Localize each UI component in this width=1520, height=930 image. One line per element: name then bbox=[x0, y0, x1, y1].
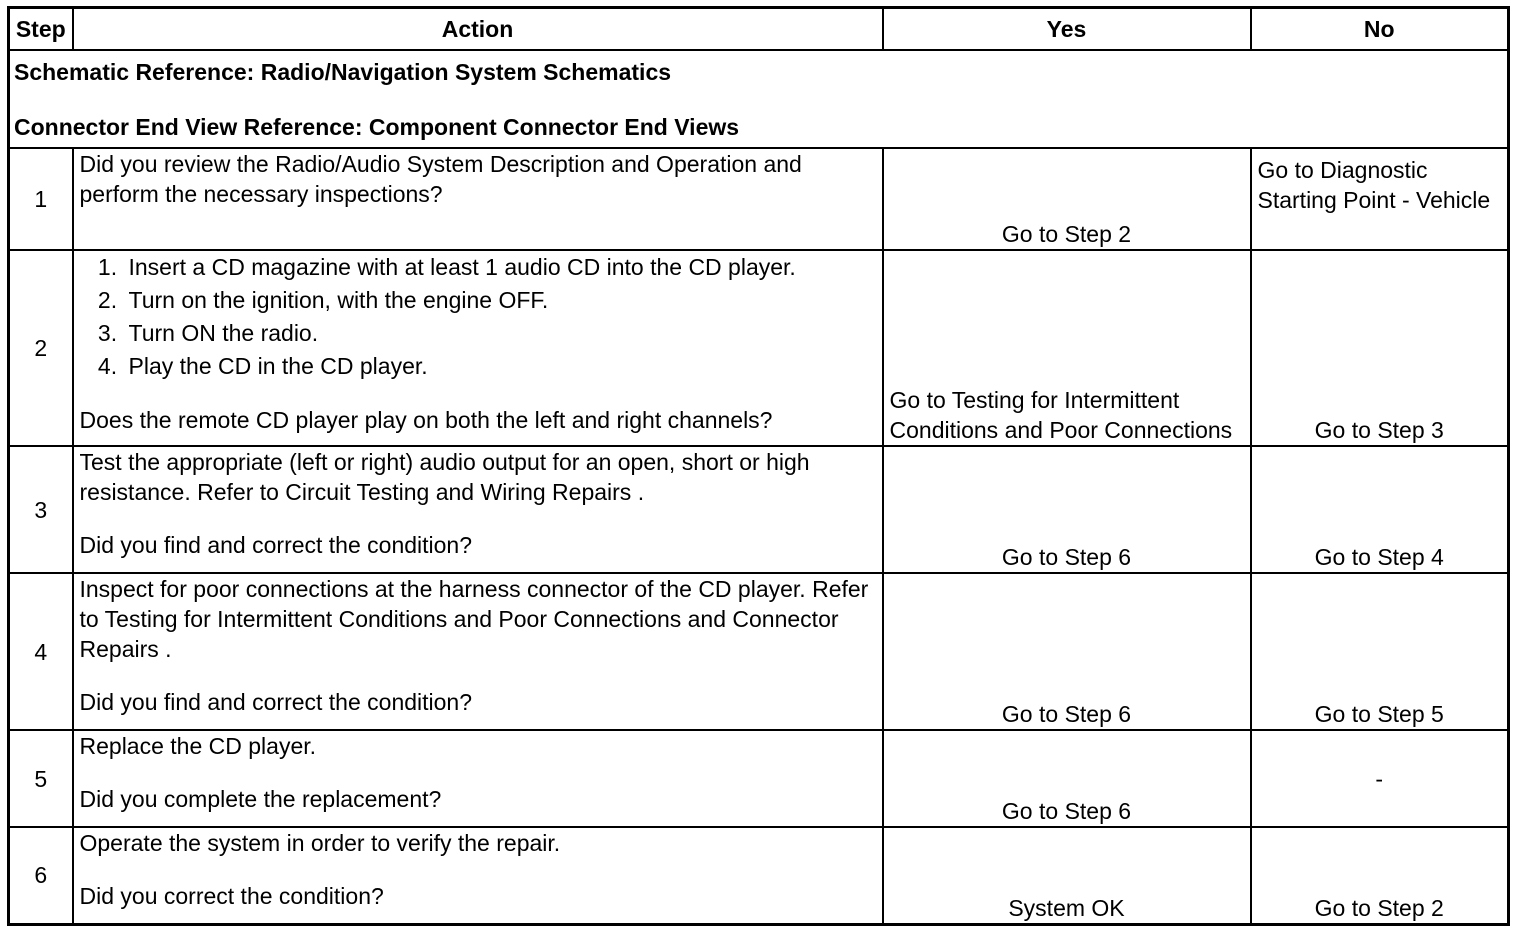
connector-reference: Connector End View Reference: Component Connector End Views bbox=[14, 114, 740, 140]
reference-row bbox=[9, 50, 1509, 148]
header-row bbox=[9, 8, 1509, 51]
action-text: Did you review the Radio/Audio System Description and Operation and perform the necessary inspections? bbox=[79, 151, 802, 207]
no-result: - bbox=[1251, 730, 1509, 827]
table-row bbox=[9, 730, 1509, 827]
list-item: 2. Turn on the ignition, with the engine OFF. bbox=[124, 284, 876, 317]
step-action bbox=[73, 573, 883, 730]
no-result: Go to Step 3 bbox=[1251, 250, 1509, 446]
step-action bbox=[73, 827, 883, 924]
step-number: 6 bbox=[9, 827, 73, 924]
diagnostic-table bbox=[7, 6, 1510, 926]
action-text: Replace the CD player. bbox=[79, 733, 317, 759]
action-question: Did you find and correct the condition? bbox=[79, 689, 473, 715]
step-action bbox=[73, 250, 883, 446]
header-yes: Yes bbox=[883, 8, 1251, 51]
action-text: Inspect for poor connections at the harness connector of the CD player. Refer to Testing for Intermittent Conditions and Poor Connections and Connector Repairs . bbox=[79, 576, 869, 662]
header-action: Action bbox=[73, 8, 883, 51]
step-number: 4 bbox=[9, 573, 73, 730]
yes-result: Go to Step 6 bbox=[883, 730, 1251, 827]
step-number: 3 bbox=[9, 446, 73, 573]
table-row bbox=[9, 573, 1509, 730]
no-result: Go to Step 2 bbox=[1251, 827, 1509, 924]
list-item: 1. Insert a CD magazine with at least 1 audio CD into the CD player. bbox=[124, 251, 876, 284]
table-row bbox=[9, 250, 1509, 446]
step-action bbox=[73, 148, 883, 250]
action-question: Did you complete the replacement? bbox=[79, 786, 442, 812]
procedure-list bbox=[80, 251, 876, 383]
yes-result: Go to Step 6 bbox=[883, 446, 1251, 573]
yes-result: System OK bbox=[883, 827, 1251, 924]
yes-result: Go to Testing for Intermittent Conditions and Poor Connections bbox=[883, 250, 1251, 446]
yes-result: Go to Step 6 bbox=[883, 573, 1251, 730]
table-row bbox=[9, 148, 1509, 250]
no-result: Go to Step 4 bbox=[1251, 446, 1509, 573]
list-item: 4. Play the CD in the CD player. bbox=[124, 350, 876, 383]
reference-cell bbox=[9, 50, 1509, 148]
step-number: 1 bbox=[9, 148, 73, 250]
action-question: Does the remote CD player play on both the left and right channels? bbox=[79, 407, 773, 433]
action-text: Test the appropriate (left or right) audio output for an open, short or high resistance. Refer to Circuit Testing and Wiring Repairs . bbox=[79, 449, 810, 505]
no-result: Go to Step 5 bbox=[1251, 573, 1509, 730]
list-item: 3. Turn ON the radio. bbox=[124, 317, 876, 350]
no-result: Go to Diagnostic Starting Point - Vehicle bbox=[1251, 148, 1509, 250]
action-question: Did you correct the condition? bbox=[79, 883, 384, 909]
table-row bbox=[9, 827, 1509, 924]
header-no: No bbox=[1251, 8, 1509, 51]
schematic-reference: Schematic Reference: Radio/Navigation System Schematics bbox=[14, 59, 672, 85]
table-row bbox=[9, 446, 1509, 573]
step-action bbox=[73, 446, 883, 573]
header-step: Step bbox=[9, 8, 73, 51]
action-text: Operate the system in order to verify the repair. bbox=[79, 830, 561, 856]
step-number: 5 bbox=[9, 730, 73, 827]
step-action bbox=[73, 730, 883, 827]
yes-result: Go to Step 2 bbox=[883, 148, 1251, 250]
action-question: Did you find and correct the condition? bbox=[79, 532, 473, 558]
step-number: 2 bbox=[9, 250, 73, 446]
